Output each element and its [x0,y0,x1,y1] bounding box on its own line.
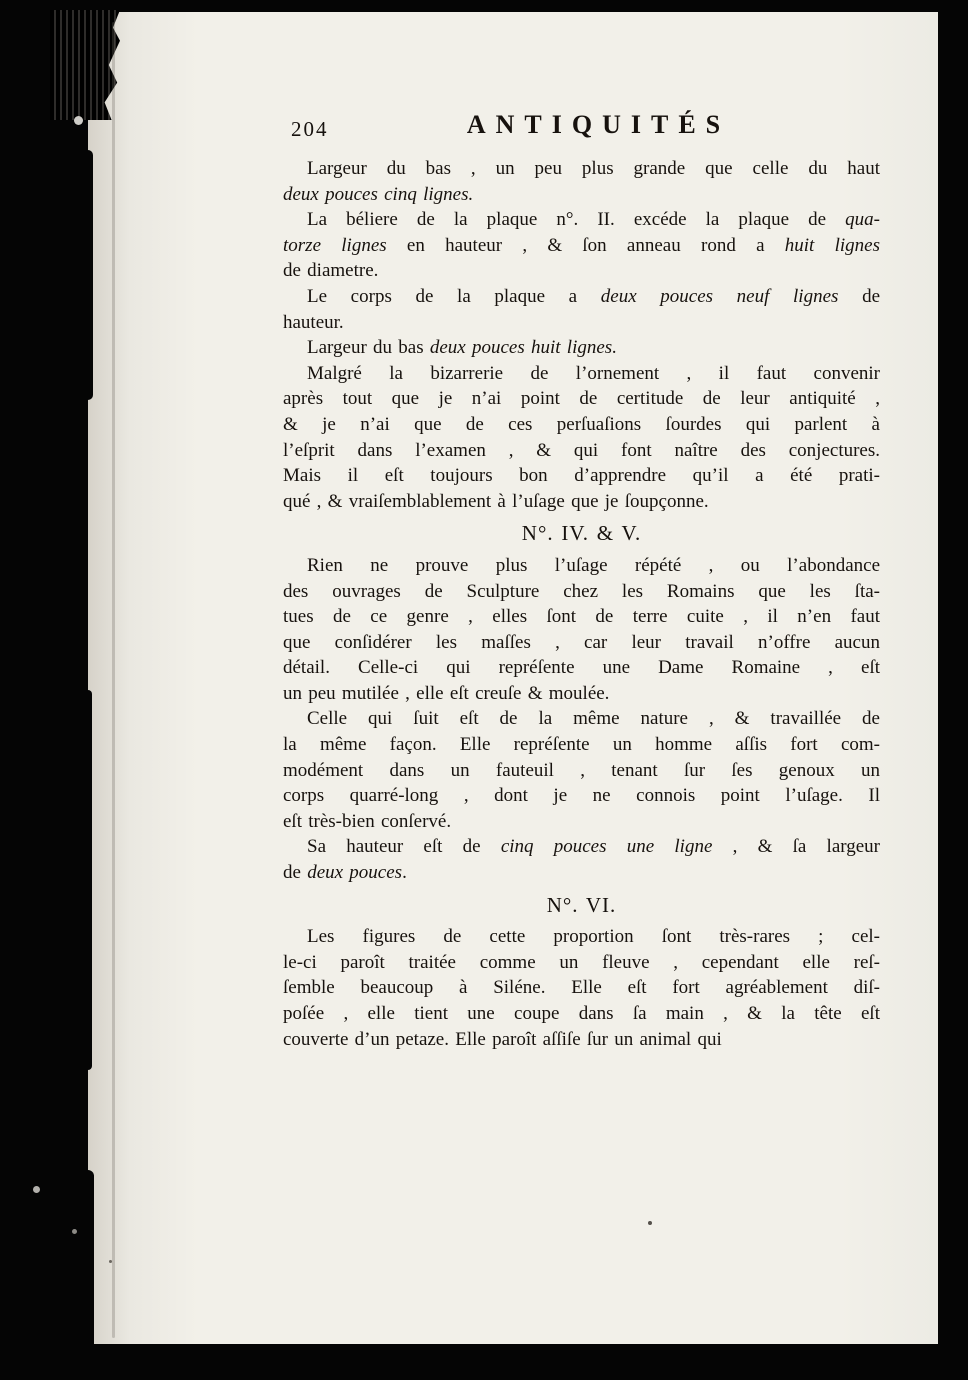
text-line [283,758,880,784]
roman-text: Mais il eſt toujours bon d’apprendre qu’il a été prati- [283,465,880,487]
roman-text: de [838,285,880,307]
roman-text: corps quarré-long , dont je ne connois point l’uſage. Il [283,785,880,807]
roman-text: poſée , elle tient une coupe dans ſa main , & la tête eſt [283,1003,880,1024]
text-line [283,182,880,208]
text-line [283,233,880,259]
text-line [283,950,880,976]
running-title: ANTIQUITÉS [466,110,731,139]
text-line [283,604,880,630]
roman-text: des ouvrages de Sculpture chez les Romains que les ſta- [283,580,880,602]
italic-text: deux pouces huit lignes. [429,337,617,359]
roman-text: l’eſprit dans l’examen , & qui font naître des conjectures. [283,439,880,461]
roman-text: un peu mutilée , elle eſt creuſe & moulée. [283,682,610,704]
text-column [283,110,880,1052]
text-line [283,732,880,758]
text-line [283,860,880,886]
paragraph [283,706,880,834]
roman-text: Rien ne prouve plus l’uſage répété , ou l’abondance [307,554,880,576]
italic-text: deux pouces [307,862,403,884]
paragraph [283,834,880,885]
scan-edge-artifact [88,1170,94,1344]
text-line [283,553,880,579]
text-line [283,834,880,860]
text-line [283,156,880,182]
page-speck [109,1260,112,1263]
section-heading: N°. VI. [546,892,617,917]
text-line [283,386,880,412]
paragraph [283,361,880,515]
italic-text: torze lignes [283,234,387,256]
roman-text: tues de ce genre , elles ſont de terre cuite , il n’en faut [283,606,880,628]
roman-text: le-ci paroît traitée comme un fleuve , cependant elle reſ- [283,951,880,973]
page-header [283,110,880,148]
margin-speck [33,1186,40,1193]
roman-text: Sa hauteur eſt de [307,836,501,858]
roman-text: La béliere de la plaque n°. II. excéde la plaque de [307,209,846,231]
roman-text: la même façon. Elle repréſente un homme aſſis fort com- [283,734,880,756]
paragraph [283,207,880,284]
page-speck [648,1221,652,1225]
roman-text: , & ſa largeur [712,836,880,858]
roman-text: Le corps de la plaque a [307,285,601,307]
italic-text: deux pouces neuf lignes [600,285,839,307]
roman-text: que conſidérer les maſſes , car leur travail n’offre aucun [283,631,880,653]
text-line [283,1001,880,1027]
roman-text: de diametre. [283,260,379,282]
text-line [283,284,880,310]
text-line [283,655,880,681]
roman-text: Largeur du bas , un peu plus grande que celle du haut [307,158,880,179]
text-line [283,975,880,1001]
text-line [283,1027,880,1053]
paragraph [283,156,880,207]
paragraph [283,335,880,361]
italic-text: huit lignes [784,234,880,256]
roman-text: Celle qui ſuit eſt de la même nature , & travaillée de [307,708,880,730]
paragraph [283,924,880,1052]
roman-text: détail. Celle-ci qui repréſente une Dame Romaine , eſt [283,657,880,679]
text-line [283,438,880,464]
scan-edge-artifact [88,150,93,400]
roman-text: hauteur. [283,311,344,333]
roman-text: eſt très-bien conſervé. [283,810,452,832]
roman-text: Largeur du bas [307,337,430,359]
page-number: 204 [291,117,329,141]
gutter-shadow [112,22,115,1338]
text-line [283,335,880,361]
roman-text: couverte d’un petaze. Elle paroît aſſiſe ſur un animal qui [283,1028,722,1050]
roman-text: qué , & vraiſemblablement à l’uſage que je ſoupçonne. [283,490,709,512]
text-line [283,412,880,438]
roman-text: de [283,862,308,884]
margin-speck [74,116,83,125]
margin-speck [72,1229,77,1234]
text-line [283,361,880,387]
roman-text: en hauteur , & ſon anneau rond a [386,234,785,256]
text-line [283,783,880,809]
paragraph [283,284,880,335]
text-line [283,809,880,835]
body-text [283,156,880,1052]
text-line [283,579,880,605]
text-line [283,630,880,656]
roman-text: après tout que je n’ai point de certitude de leur antiquité , [283,388,880,410]
italic-text: deux pouces cinq lignes. [283,183,474,205]
text-line [283,706,880,732]
roman-text: . [402,862,407,884]
paragraph [283,553,880,707]
roman-text: Malgré la bizarrerie de l’ornement , il faut convenir [307,362,880,384]
section-heading: N°. IV. & V. [521,521,642,546]
scan-edge-artifact [88,690,92,1070]
text-line [283,681,880,707]
roman-text: ſemble beaucoup à Siléne. Elle eſt fort agréablement diſ- [283,977,880,999]
text-line [283,310,880,336]
roman-text: & je n’ai que de ces perſuaſions ſourdes qui parlent à [283,413,880,435]
text-line [283,924,880,950]
text-line [283,463,880,489]
text-line [283,207,880,233]
text-line [283,258,880,284]
italic-text: cinq pouces une ligne [500,836,713,858]
roman-text: Les figures de cette proportion ſont très-rares ; cel- [307,926,880,948]
roman-text: modément dans un fauteuil , tenant ſur ſes genoux un [283,759,880,781]
italic-text: qua- [845,209,880,231]
text-line [283,489,880,515]
